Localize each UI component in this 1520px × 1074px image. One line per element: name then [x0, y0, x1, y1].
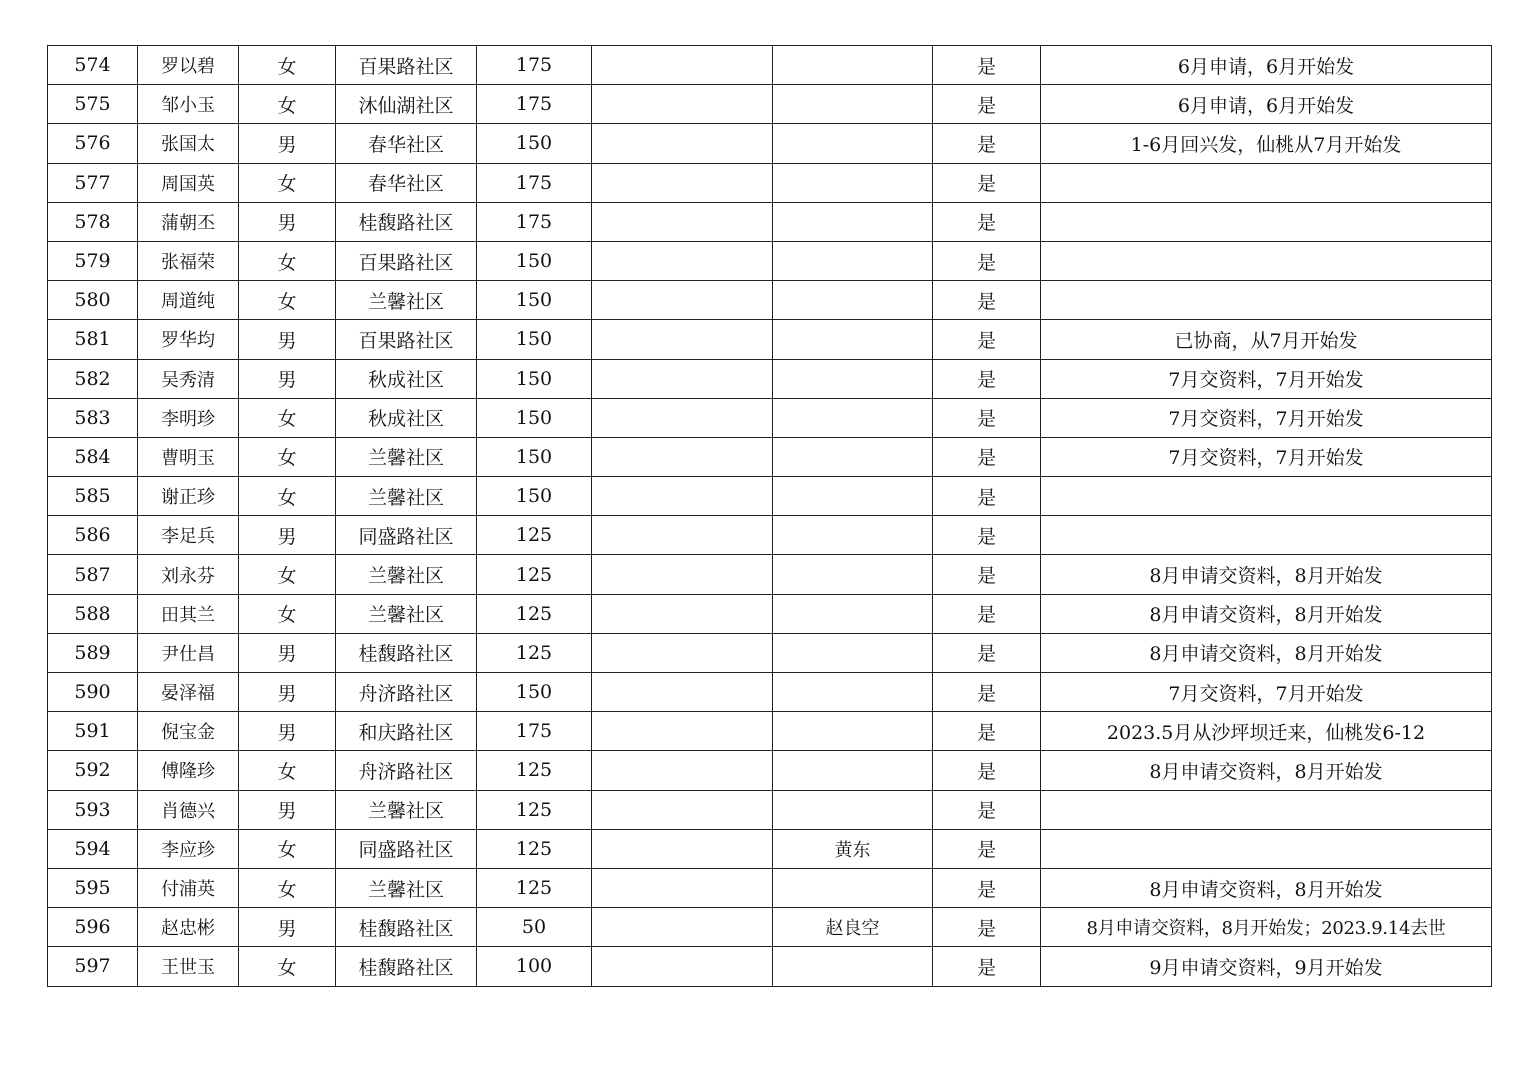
- amount-cell: 150: [477, 477, 592, 516]
- note-cell: [1041, 202, 1492, 241]
- community-cell: 兰馨社区: [336, 868, 477, 907]
- blank-cell: [592, 555, 773, 594]
- flag-cell: 是: [933, 359, 1041, 398]
- amount-cell: 125: [477, 751, 592, 790]
- note-cell: 9月申请交资料，9月开始发: [1041, 947, 1492, 986]
- note-cell: 7月交资料，7月开始发: [1041, 359, 1492, 398]
- row-number-cell: 595: [48, 868, 138, 907]
- table-row: [48, 202, 1492, 241]
- contact-cell: [773, 868, 933, 907]
- name-cell: 吴秀清: [138, 359, 239, 398]
- contact-cell: [773, 85, 933, 124]
- contact-cell: [773, 555, 933, 594]
- blank-cell: [592, 437, 773, 476]
- row-number-cell: 582: [48, 359, 138, 398]
- contact-cell: [773, 751, 933, 790]
- row-number-cell: 580: [48, 281, 138, 320]
- table-row: [48, 437, 1492, 476]
- blank-cell: [592, 712, 773, 751]
- table-row: [48, 124, 1492, 163]
- amount-cell: 175: [477, 202, 592, 241]
- note-cell: 8月申请交资料，8月开始发: [1041, 751, 1492, 790]
- contact-cell: [773, 202, 933, 241]
- contact-cell: [773, 633, 933, 672]
- amount-cell: 150: [477, 320, 592, 359]
- row-number-cell: 589: [48, 633, 138, 672]
- note-cell: [1041, 241, 1492, 280]
- flag-cell: 是: [933, 46, 1041, 85]
- row-number-cell: 590: [48, 673, 138, 712]
- table-row: [48, 320, 1492, 359]
- flag-cell: 是: [933, 829, 1041, 868]
- gender-cell: 男: [239, 320, 336, 359]
- row-number-cell: 594: [48, 829, 138, 868]
- contact-cell: [773, 947, 933, 986]
- row-number-cell: 586: [48, 516, 138, 555]
- flag-cell: 是: [933, 124, 1041, 163]
- flag-cell: 是: [933, 712, 1041, 751]
- blank-cell: [592, 398, 773, 437]
- community-cell: 百果路社区: [336, 241, 477, 280]
- name-cell: 曹明玉: [138, 437, 239, 476]
- note-cell: [1041, 516, 1492, 555]
- flag-cell: 是: [933, 868, 1041, 907]
- table-row: [48, 359, 1492, 398]
- flag-cell: 是: [933, 673, 1041, 712]
- name-cell: 李足兵: [138, 516, 239, 555]
- table-row: [48, 712, 1492, 751]
- table-row: [48, 555, 1492, 594]
- gender-cell: 女: [239, 594, 336, 633]
- table-row: [48, 673, 1492, 712]
- flag-cell: 是: [933, 281, 1041, 320]
- blank-cell: [592, 829, 773, 868]
- note-cell: 已协商，从7月开始发: [1041, 320, 1492, 359]
- flag-cell: 是: [933, 477, 1041, 516]
- name-cell: 李应珍: [138, 829, 239, 868]
- name-cell: 周国英: [138, 163, 239, 202]
- row-number-cell: 585: [48, 477, 138, 516]
- subsidy-roster-table: [47, 45, 1492, 987]
- community-cell: 舟济路社区: [336, 673, 477, 712]
- name-cell: 尹仕昌: [138, 633, 239, 672]
- community-cell: 兰馨社区: [336, 594, 477, 633]
- gender-cell: 男: [239, 790, 336, 829]
- community-cell: 同盛路社区: [336, 516, 477, 555]
- gender-cell: 女: [239, 868, 336, 907]
- blank-cell: [592, 477, 773, 516]
- contact-cell: [773, 320, 933, 359]
- roster-body: [48, 46, 1492, 987]
- gender-cell: 男: [239, 673, 336, 712]
- note-cell: 8月申请交资料，8月开始发；2023.9.14去世: [1041, 908, 1492, 947]
- flag-cell: 是: [933, 790, 1041, 829]
- gender-cell: 女: [239, 437, 336, 476]
- flag-cell: 是: [933, 202, 1041, 241]
- contact-cell: [773, 790, 933, 829]
- note-cell: [1041, 829, 1492, 868]
- gender-cell: 男: [239, 712, 336, 751]
- amount-cell: 125: [477, 633, 592, 672]
- table-row: [48, 633, 1492, 672]
- blank-cell: [592, 163, 773, 202]
- contact-cell: [773, 46, 933, 85]
- note-cell: 8月申请交资料，8月开始发: [1041, 633, 1492, 672]
- community-cell: 百果路社区: [336, 320, 477, 359]
- table-row: [48, 281, 1492, 320]
- amount-cell: 125: [477, 555, 592, 594]
- amount-cell: 175: [477, 46, 592, 85]
- name-cell: 肖德兴: [138, 790, 239, 829]
- amount-cell: 125: [477, 868, 592, 907]
- flag-cell: 是: [933, 947, 1041, 986]
- blank-cell: [592, 202, 773, 241]
- blank-cell: [592, 790, 773, 829]
- row-number-cell: 579: [48, 241, 138, 280]
- contact-cell: [773, 594, 933, 633]
- gender-cell: 男: [239, 359, 336, 398]
- gender-cell: 男: [239, 202, 336, 241]
- contact-cell: [773, 163, 933, 202]
- contact-cell: [773, 477, 933, 516]
- community-cell: 秋成社区: [336, 398, 477, 437]
- community-cell: 春华社区: [336, 124, 477, 163]
- table-row: [48, 947, 1492, 986]
- blank-cell: [592, 947, 773, 986]
- blank-cell: [592, 633, 773, 672]
- gender-cell: 女: [239, 46, 336, 85]
- gender-cell: 女: [239, 163, 336, 202]
- table-row: [48, 85, 1492, 124]
- table-row: [48, 516, 1492, 555]
- name-cell: 邹小玉: [138, 85, 239, 124]
- table-row: [48, 751, 1492, 790]
- gender-cell: 男: [239, 633, 336, 672]
- amount-cell: 125: [477, 516, 592, 555]
- row-number-cell: 581: [48, 320, 138, 359]
- name-cell: 周道纯: [138, 281, 239, 320]
- row-number-cell: 584: [48, 437, 138, 476]
- flag-cell: 是: [933, 241, 1041, 280]
- gender-cell: 男: [239, 124, 336, 163]
- name-cell: 罗华均: [138, 320, 239, 359]
- note-cell: 1-6月回兴发，仙桃从7月开始发: [1041, 124, 1492, 163]
- blank-cell: [592, 868, 773, 907]
- blank-cell: [592, 281, 773, 320]
- flag-cell: 是: [933, 437, 1041, 476]
- contact-cell: [773, 124, 933, 163]
- amount-cell: 150: [477, 359, 592, 398]
- note-cell: 6月申请，6月开始发: [1041, 46, 1492, 85]
- gender-cell: 女: [239, 398, 336, 437]
- amount-cell: 150: [477, 241, 592, 280]
- blank-cell: [592, 85, 773, 124]
- name-cell: 罗以碧: [138, 46, 239, 85]
- flag-cell: 是: [933, 751, 1041, 790]
- flag-cell: 是: [933, 516, 1041, 555]
- contact-cell: 黄东: [773, 829, 933, 868]
- contact-cell: [773, 437, 933, 476]
- community-cell: 兰馨社区: [336, 790, 477, 829]
- amount-cell: 150: [477, 673, 592, 712]
- table-row: [48, 790, 1492, 829]
- amount-cell: 175: [477, 712, 592, 751]
- name-cell: 刘永芬: [138, 555, 239, 594]
- flag-cell: 是: [933, 594, 1041, 633]
- row-number-cell: 576: [48, 124, 138, 163]
- name-cell: 李明珍: [138, 398, 239, 437]
- blank-cell: [592, 359, 773, 398]
- name-cell: 蒲朝丕: [138, 202, 239, 241]
- name-cell: 张国太: [138, 124, 239, 163]
- name-cell: 王世玉: [138, 947, 239, 986]
- amount-cell: 125: [477, 829, 592, 868]
- flag-cell: 是: [933, 320, 1041, 359]
- blank-cell: [592, 241, 773, 280]
- amount-cell: 150: [477, 437, 592, 476]
- name-cell: 张福荣: [138, 241, 239, 280]
- gender-cell: 女: [239, 85, 336, 124]
- community-cell: 兰馨社区: [336, 281, 477, 320]
- blank-cell: [592, 908, 773, 947]
- amount-cell: 175: [477, 163, 592, 202]
- note-cell: 6月申请，6月开始发: [1041, 85, 1492, 124]
- amount-cell: 125: [477, 594, 592, 633]
- row-number-cell: 575: [48, 85, 138, 124]
- name-cell: 倪宝金: [138, 712, 239, 751]
- row-number-cell: 574: [48, 46, 138, 85]
- community-cell: 桂馥路社区: [336, 202, 477, 241]
- community-cell: 舟济路社区: [336, 751, 477, 790]
- name-cell: 晏泽福: [138, 673, 239, 712]
- community-cell: 沐仙湖社区: [336, 85, 477, 124]
- flag-cell: 是: [933, 85, 1041, 124]
- table-row: [48, 46, 1492, 85]
- note-cell: 7月交资料，7月开始发: [1041, 673, 1492, 712]
- blank-cell: [592, 594, 773, 633]
- note-cell: [1041, 281, 1492, 320]
- flag-cell: 是: [933, 163, 1041, 202]
- blank-cell: [592, 516, 773, 555]
- row-number-cell: 593: [48, 790, 138, 829]
- note-cell: 8月申请交资料，8月开始发: [1041, 594, 1492, 633]
- blank-cell: [592, 320, 773, 359]
- row-number-cell: 596: [48, 908, 138, 947]
- community-cell: 春华社区: [336, 163, 477, 202]
- table-row: [48, 163, 1492, 202]
- row-number-cell: 583: [48, 398, 138, 437]
- row-number-cell: 578: [48, 202, 138, 241]
- gender-cell: 女: [239, 947, 336, 986]
- community-cell: 同盛路社区: [336, 829, 477, 868]
- contact-cell: [773, 673, 933, 712]
- gender-cell: 女: [239, 241, 336, 280]
- gender-cell: 男: [239, 516, 336, 555]
- row-number-cell: 592: [48, 751, 138, 790]
- note-cell: [1041, 477, 1492, 516]
- note-cell: 8月申请交资料，8月开始发: [1041, 555, 1492, 594]
- table-row: [48, 908, 1492, 947]
- row-number-cell: 591: [48, 712, 138, 751]
- gender-cell: 女: [239, 829, 336, 868]
- community-cell: 桂馥路社区: [336, 908, 477, 947]
- community-cell: 和庆路社区: [336, 712, 477, 751]
- blank-cell: [592, 46, 773, 85]
- blank-cell: [592, 673, 773, 712]
- name-cell: 付浦英: [138, 868, 239, 907]
- table-row: [48, 241, 1492, 280]
- community-cell: 兰馨社区: [336, 555, 477, 594]
- contact-cell: 赵良空: [773, 908, 933, 947]
- flag-cell: 是: [933, 633, 1041, 672]
- amount-cell: 150: [477, 124, 592, 163]
- blank-cell: [592, 751, 773, 790]
- amount-cell: 175: [477, 85, 592, 124]
- name-cell: 谢正珍: [138, 477, 239, 516]
- contact-cell: [773, 712, 933, 751]
- blank-cell: [592, 124, 773, 163]
- row-number-cell: 597: [48, 947, 138, 986]
- flag-cell: 是: [933, 908, 1041, 947]
- table-row: [48, 477, 1492, 516]
- name-cell: 傅隆珍: [138, 751, 239, 790]
- contact-cell: [773, 398, 933, 437]
- gender-cell: 男: [239, 908, 336, 947]
- contact-cell: [773, 241, 933, 280]
- table-row: [48, 829, 1492, 868]
- community-cell: 秋成社区: [336, 359, 477, 398]
- table-row: [48, 868, 1492, 907]
- name-cell: 田其兰: [138, 594, 239, 633]
- gender-cell: 女: [239, 477, 336, 516]
- amount-cell: 125: [477, 790, 592, 829]
- note-cell: [1041, 790, 1492, 829]
- row-number-cell: 588: [48, 594, 138, 633]
- gender-cell: 女: [239, 555, 336, 594]
- amount-cell: 150: [477, 281, 592, 320]
- row-number-cell: 577: [48, 163, 138, 202]
- contact-cell: [773, 281, 933, 320]
- gender-cell: 女: [239, 281, 336, 320]
- note-cell: 7月交资料，7月开始发: [1041, 437, 1492, 476]
- contact-cell: [773, 516, 933, 555]
- flag-cell: 是: [933, 398, 1041, 437]
- amount-cell: 100: [477, 947, 592, 986]
- amount-cell: 150: [477, 398, 592, 437]
- community-cell: 百果路社区: [336, 46, 477, 85]
- table-row: [48, 398, 1492, 437]
- note-cell: 8月申请交资料，8月开始发: [1041, 868, 1492, 907]
- amount-cell: 50: [477, 908, 592, 947]
- note-cell: 7月交资料，7月开始发: [1041, 398, 1492, 437]
- community-cell: 兰馨社区: [336, 477, 477, 516]
- row-number-cell: 587: [48, 555, 138, 594]
- name-cell: 赵忠彬: [138, 908, 239, 947]
- contact-cell: [773, 359, 933, 398]
- note-cell: [1041, 163, 1492, 202]
- note-cell: 2023.5月从沙坪坝迁来，仙桃发6-12: [1041, 712, 1492, 751]
- community-cell: 桂馥路社区: [336, 947, 477, 986]
- table-row: [48, 594, 1492, 633]
- community-cell: 桂馥路社区: [336, 633, 477, 672]
- community-cell: 兰馨社区: [336, 437, 477, 476]
- flag-cell: 是: [933, 555, 1041, 594]
- gender-cell: 女: [239, 751, 336, 790]
